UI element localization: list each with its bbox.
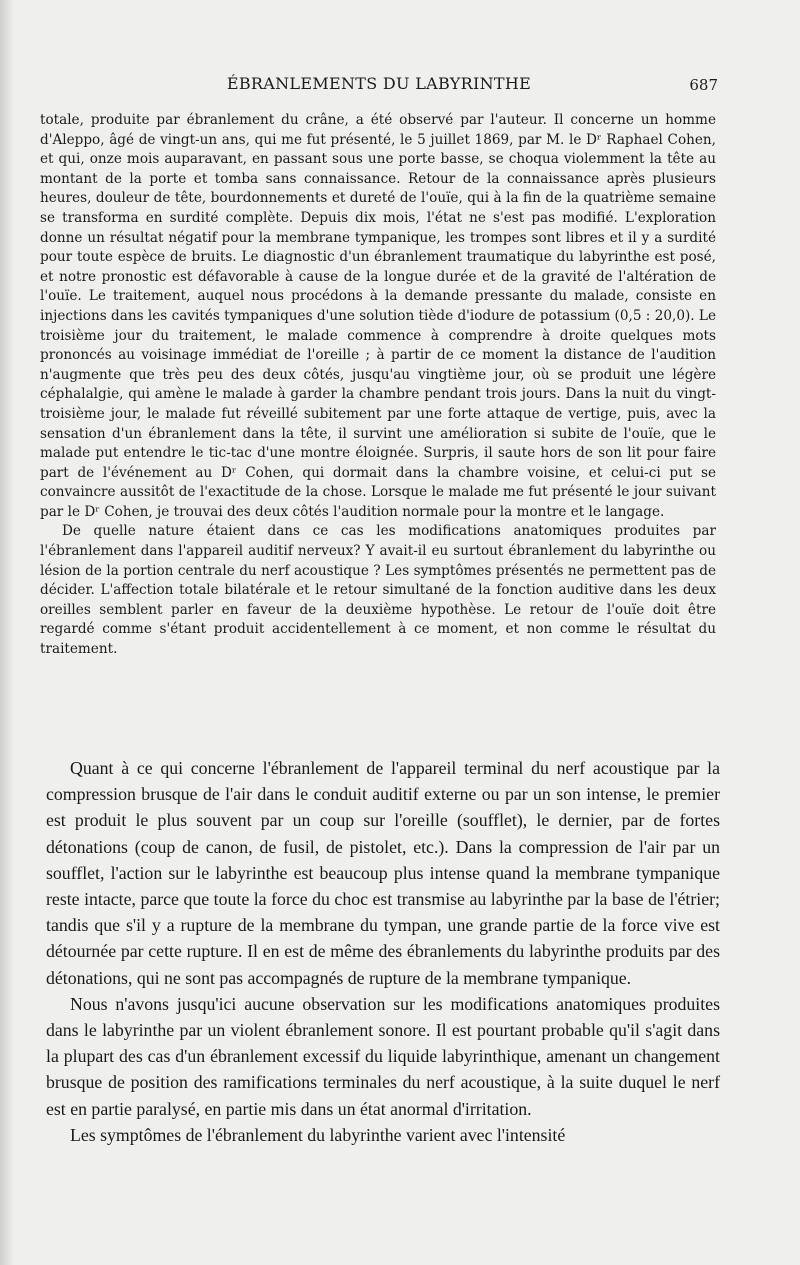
body-paragraph: Les symptômes de l'ébranlement du labyrinthe varient avec l'intensité: [70, 1124, 566, 1145]
main-text-block: [46, 755, 720, 1148]
page-header: [40, 74, 718, 104]
body-paragraph: Quant à ce qui concerne l'ébranlement de l'appareil terminal du nerf acoustique par la compression brusque de l'air dans le conduit auditif externe ou par un son intense, le premier est produit le plus souvent par un coup sur l'oreille (soufflet), le dernier, par de fortes détonations (coup de canon, de fusil, de pistolet, etc.). Dans la compression de l'air par un soufflet, l'action sur le labyrinthe est beaucoup plus intense quand la membrane tympanique reste intacte, parce que toute la force du choc est transmise au labyrinthe par la base de l'étrier; tandis que s'il y a rupture de la membrane du tympan, une grande partie de la force vive est détournée par cette rupture. Il en est de même des ébranlements du labyrinthe produits par des détonations, qui ne sont pas accompagnés de rupture de la membrane tympanique.: [46, 758, 720, 988]
observation-paragraph: totale, produite par ébranlement du crâne, a été observé par l'auteur. Il concerne un homme d'Aleppo, âgé de vingt-un ans, qui me fut présenté, le 5 juillet 1869, par M. le Dʳ Raphael Cohen, et qui, onze mois auparavant, en passant sous une porte basse, se choqua violemment la tête au montant de la porte et tomba sans connaissance. Retour de la connaissance après plusieurs heures, douleur de tête, bourdonnements et dureté de l'ouïe, qui à la fin de la quatrième semaine se transforma en surdité complète. Depuis dix mois, l'état ne s'est pas modifié. L'exploration donne un résultat négatif pour la membrane tympanique, les trompes sont libres et il y a surdité pour toute espèce de bruits. Le diagnostic d'un ébranlement traumatique du labyrinthe est posé, et notre pronostic est défavorable à cause de la longue durée et de la gravité de l'altération de l'ouïe. Le traitement, auquel nous procédons à la demande pressante du malade, consiste en injections dans les cavités tympaniques d'une solution tiède d'iodure de potassium (0,5 : 20,0). Le troisième jour du traitement, le malade commence à comprendre à droite quelques mots prononcés au voisinage immédiat de l'oreille ; à partir de ce moment la distance de l'audition n'augmente que très peu des deux côtés, jusqu'au vingtième jour, où se produit une légère céphalalgie, qui amène le malade à garder la chambre pendant trois jours. Dans la nuit du vingt-troisième jour, le malade fut réveillé subitement par une forte attaque de vertige, puis, avec la sensation d'un ébranlement dans la tête, il survint une amélioration si subite de l'ouïe, que le malade put entendre le tic-tac d'une montre éloignée. Surpris, il saute hors de son lit pour faire part de l'événement au Dʳ Cohen, qui dormait dans la chambre voisine, et celui-ci put se convaincre aussitôt de l'exactitude de la chose. Lorsque le malade me fut présenté le jour suivant par le Dʳ Cohen, je trouvai des deux côtés l'audition normale pour la montre et le langage.: [40, 112, 716, 520]
page-number: 687: [689, 76, 718, 94]
body-paragraph: Nous n'avons jusqu'ici aucune observation sur les modifications anatomiques produites dans le labyrinthe par un violent ébranlement sonore. Il est pourtant probable qu'il s'agit dans la plupart des cas d'un ébranlement excessif du liquide labyrinthique, amenant un changement brusque de position des ramifications terminales du nerf acoustique, à la suite duquel le nerf est en partie paralysé, en partie mis dans un état anormal d'irritation.: [46, 993, 720, 1119]
page-gutter-shadow: [0, 0, 14, 1265]
observation-commentary-paragraph: De quelle nature étaient dans ce cas les modifications anatomiques produites par l'ébranlement dans l'appareil auditif nerveux? Y avait-il eu surtout ébranlement du labyrinthe ou lésion de la portion centrale du nerf acoustique ? Les symptômes présentés ne permettent pas de décider. L'affection totale bilatérale et le retour simultané de la fonction auditive dans les deux oreilles semblent parler en faveur de la deuxième hypothèse. Le retour de l'ouïe doit être regardé comme s'étant produit accidentellement à ce moment, et non comme le résultat du traitement.: [40, 523, 716, 658]
running-title: ÉBRANLEMENTS DU LABYRINTHE: [226, 74, 532, 93]
clinical-observation-block: [40, 111, 716, 660]
